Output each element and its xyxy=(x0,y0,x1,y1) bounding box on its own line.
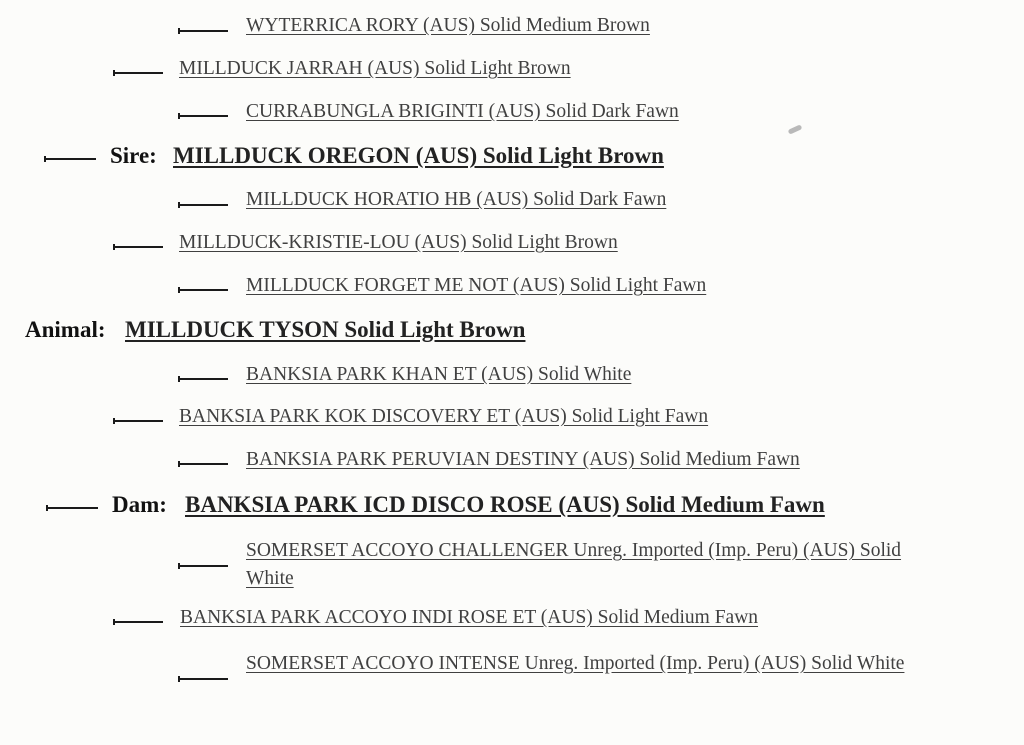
connector xyxy=(178,115,228,117)
connector xyxy=(178,204,228,206)
sire-label: Sire: xyxy=(110,143,157,168)
dam-sire-sire-name: BANKSIA PARK KHAN ET (AUS) Solid White xyxy=(246,364,632,385)
dam-sire-name: BANKSIA PARK KOK DISCOVERY ET (AUS) Solid Light Fawn xyxy=(179,406,709,427)
dam-label: Dam: xyxy=(112,492,167,517)
connector xyxy=(113,246,163,248)
sire-dam-name: MILLDUCK-KRISTIE-LOU (AUS) Solid Light Brown xyxy=(179,232,618,253)
connector xyxy=(44,158,96,160)
dam-name: BANKSIA PARK ICD DISCO ROSE (AUS) Solid Medium Fawn xyxy=(185,492,825,517)
connector xyxy=(178,678,228,680)
connector xyxy=(178,378,228,380)
connector xyxy=(178,463,228,465)
sire-dam-sire-name: MILLDUCK HORATIO HB (AUS) Solid Dark Fawn xyxy=(246,189,667,210)
connector xyxy=(46,507,98,509)
animal-name: MILLDUCK TYSON Solid Light Brown xyxy=(125,317,526,342)
dam-sire-dam-name: BANKSIA PARK PERUVIAN DESTINY (AUS) Solid Medium Fawn xyxy=(246,449,800,470)
animal-label: Animal: xyxy=(25,317,106,342)
dam-dam-name: BANKSIA PARK ACCOYO INDI ROSE ET (AUS) Solid Medium Fawn xyxy=(180,607,759,628)
connector xyxy=(178,289,228,291)
sire-sire-dam-name: CURRABUNGLA BRIGINTI (AUS) Solid Dark Fawn xyxy=(246,101,679,122)
sire-sire-sire-name: WYTERRICA RORY (AUS) Solid Medium Brown xyxy=(246,15,650,36)
sire-dam-dam-name: MILLDUCK FORGET ME NOT (AUS) Solid Light Fawn xyxy=(246,275,707,296)
sire-sire-name: MILLDUCK JARRAH (AUS) Solid Light Brown xyxy=(179,58,571,79)
connector xyxy=(113,621,163,623)
connector xyxy=(113,420,163,422)
smudge-mark xyxy=(788,124,803,134)
connector xyxy=(178,565,228,567)
dam-dam-sire-name: SOMERSET ACCOYO CHALLENGER Unreg. Imported (Imp. Peru) (AUS) Solid White xyxy=(246,540,902,589)
connector xyxy=(113,72,163,74)
sire-name: MILLDUCK OREGON (AUS) Solid Light Brown xyxy=(173,143,664,168)
dam-dam-dam-name: SOMERSET ACCOYO INTENSE Unreg. Imported (Imp. Peru) (AUS) Solid White xyxy=(246,653,905,674)
connector xyxy=(178,30,228,32)
